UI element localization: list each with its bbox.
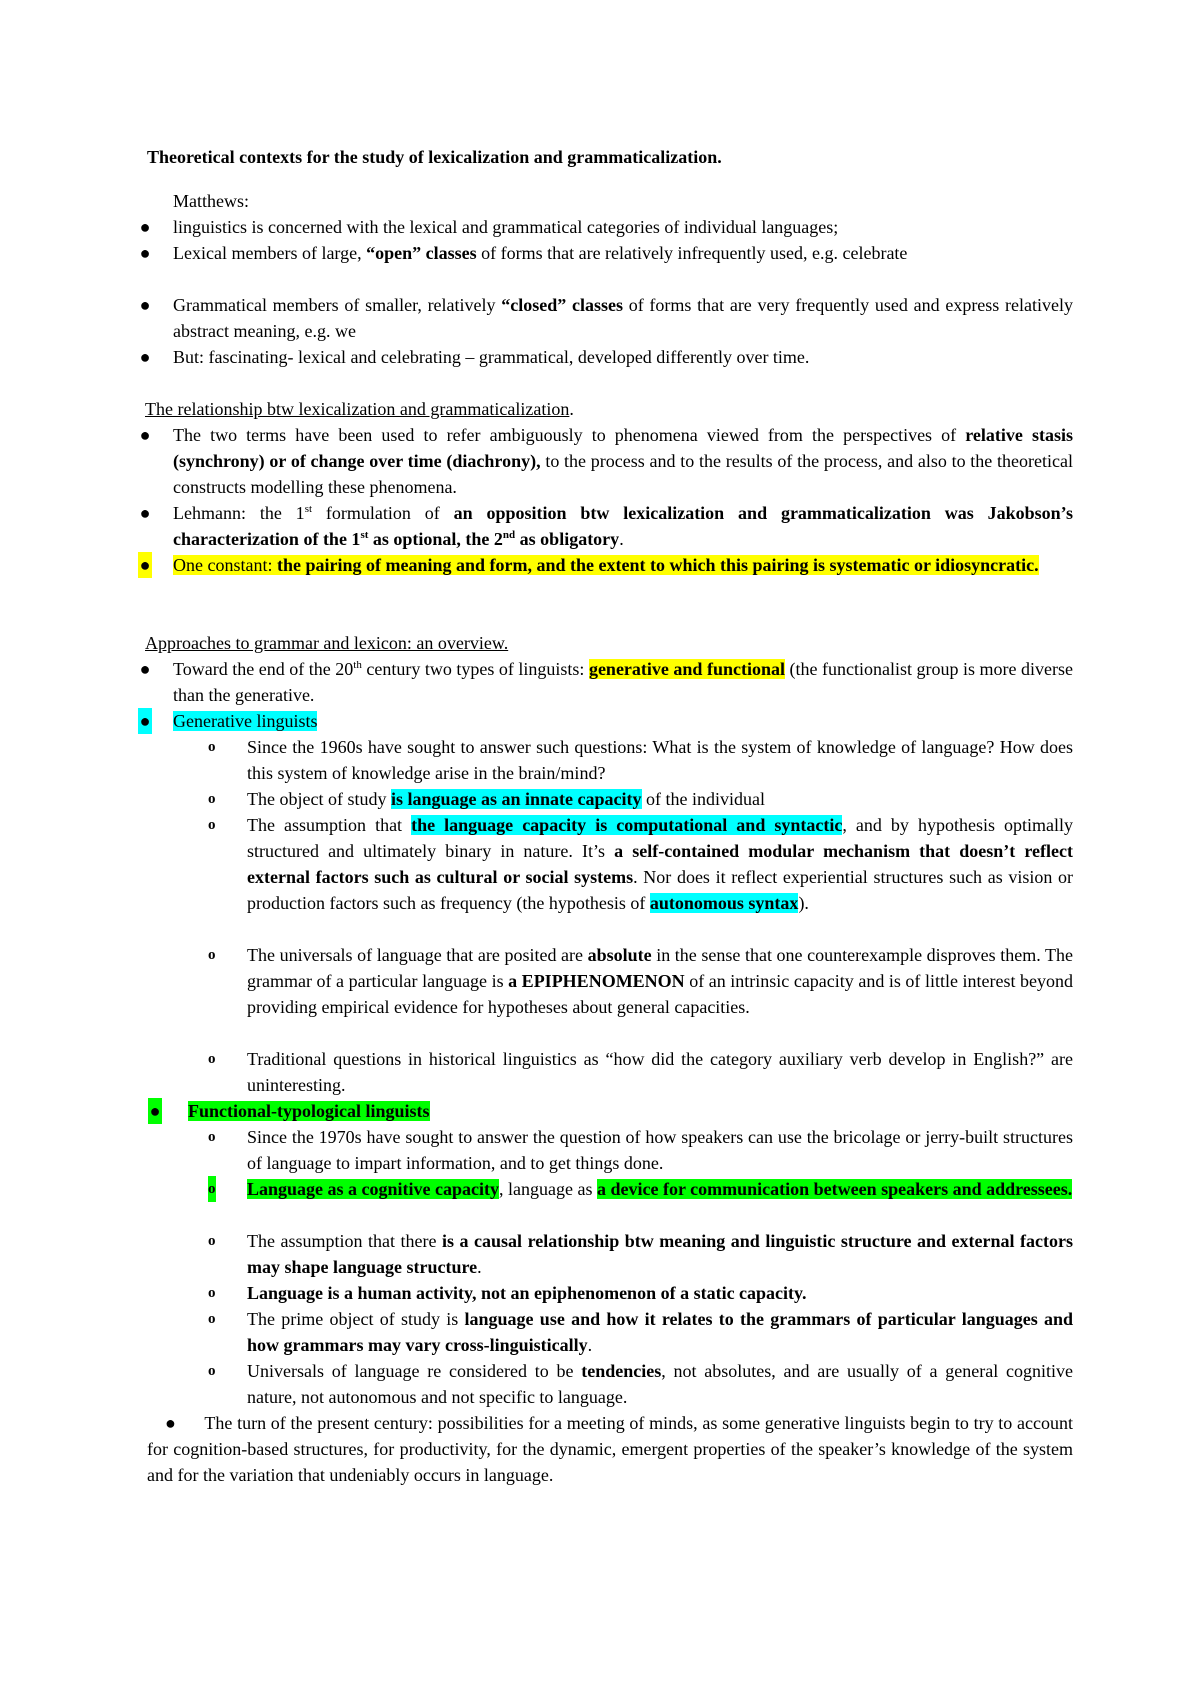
- list-item: ● Lehmann: the 1st formulation of an opposition btw lexicalization and grammaticalization was Jakobson’s characterization of the 1st as optional, the 2nd as obligatory.: [128, 500, 1073, 552]
- circle-bullet-icon: o: [208, 1233, 216, 1249]
- sub-list-item: o The object of study is language as an innate capacity of the individual: [200, 786, 1073, 812]
- list-item: ● linguistics is concerned with the lexical and grammatical categories of individual languages;: [128, 214, 1073, 240]
- bullet-icon: ●: [139, 659, 151, 679]
- bullet-icon: ●: [139, 425, 151, 445]
- sub-list-item: o Language is a human activity, not an epiphenomenon of a static capacity.: [200, 1280, 1073, 1306]
- bullet-icon: ●: [148, 1098, 162, 1124]
- sub-list-item: o Traditional questions in historical linguistics as “how did the category auxiliary verb develop in English?” are uninteresting.: [200, 1046, 1073, 1098]
- list-item: ● Toward the end of the 20th century two types of linguists: generative and functional (the functionalist group is more diverse than the generative.: [128, 656, 1073, 708]
- list-item: ● The two terms have been used to refer ambiguously to phenomena viewed from the perspectives of relative stasis (synchrony) or of change over time (diachrony), to the process and to the results of the process, and also to the theoretical constructs modelling these phenomena.: [128, 422, 1073, 500]
- section-heading: The relationship btw lexicalization and grammaticalization.: [145, 399, 574, 419]
- bullet-icon: ●: [139, 217, 151, 237]
- bullet-icon: ●: [165, 1413, 205, 1433]
- section-heading: Approaches to grammar and lexicon: an overview.: [145, 633, 509, 653]
- sub-list-item: o Since the 1960s have sought to answer such questions: What is the system of knowledge of language? How does this system of knowledge arise in the brain/mind?: [200, 734, 1073, 786]
- list-item-functional: ● Functional-typological linguists: [138, 1098, 1073, 1124]
- bullet-icon: ●: [139, 347, 151, 367]
- sub-list-item: o Universals of language re considered to be tendencies, not absolutes, and are usually of a general cognitive nature, not autonomous and not specific to language.: [200, 1358, 1073, 1410]
- circle-bullet-icon: o: [208, 817, 216, 833]
- final-paragraph: ● The turn of the present century: possibilities for a meeting of minds, as some generative linguists begin to try to account for cognition-based structures, for productivity, for the dynamic, emergent properties of the speaker’s knowledge of the system and for the variation that undeniably occurs in language.: [147, 1413, 1073, 1485]
- circle-bullet-icon: o: [208, 1129, 216, 1145]
- list-item-generative: ● Generative linguists: [128, 708, 1073, 734]
- sub-list-item: o The assumption that there is a causal relationship btw meaning and linguistic structure and external factors may shape language structure.: [200, 1228, 1073, 1280]
- bullet-icon: ●: [138, 552, 152, 578]
- sub-list-item-highlighted: o Language as a cognitive capacity, language as a device for communication between speakers and addressees.: [200, 1176, 1073, 1228]
- sub-list-item: o The assumption that the language capacity is computational and syntactic, and by hypothesis optimally structured and ultimately binary in nature. It’s a self-contained modular mechanism that doesn’t reflect external factors such as cultural or social systems. Nor does it reflect experiential structures such as vision or production factors such as frequency (the hypothesis of autonomous syntax).: [200, 812, 1073, 942]
- document-title: Theoretical contexts for the study of lexicalization and grammaticalization.: [147, 147, 722, 167]
- list-item: ● But: fascinating- lexical and celebrating – grammatical, developed differently over time.: [128, 344, 1073, 370]
- sub-list-item: o The universals of language that are posited are absolute in the sense that one counterexample disproves them. The grammar of a particular language is a EPIPHENOMENON of an intrinsic capacity and is of little interest beyond providing empirical evidence for hypotheses about general capacities.: [200, 942, 1073, 1046]
- circle-bullet-icon: o: [208, 1363, 216, 1379]
- circle-bullet-icon: o: [208, 739, 216, 755]
- bullet-icon: ●: [139, 243, 151, 263]
- bullet-icon: ●: [139, 503, 151, 523]
- circle-bullet-icon: o: [208, 1051, 216, 1067]
- bullet-icon: ●: [138, 708, 152, 734]
- circle-bullet-icon: o: [208, 947, 216, 963]
- sub-list-item: o The prime object of study is language use and how it relates to the grammars of particular languages and how grammars may vary cross-linguistically.: [200, 1306, 1073, 1358]
- sub-list-item: o Since the 1970s have sought to answer the question of how speakers can use the bricolage or jerry-built structures of language to impart information, and to get things done.: [200, 1124, 1073, 1176]
- circle-bullet-icon: o: [208, 1285, 216, 1301]
- matthews-label: Matthews:: [173, 191, 249, 211]
- circle-bullet-icon: o: [208, 1311, 216, 1327]
- list-item-highlighted: ● One constant: the pairing of meaning and form, and the extent to which this pairing is systematic or idiosyncratic.: [128, 552, 1073, 604]
- bullet-icon: ●: [139, 295, 151, 315]
- circle-bullet-icon: o: [208, 791, 216, 807]
- list-item: ● Grammatical members of smaller, relatively “closed” classes of forms that are very frequently used and express relatively abstract meaning, e.g. we: [128, 292, 1073, 344]
- list-item: ● Lexical members of large, “open” classes of forms that are relatively infrequently used, e.g. celebrate: [128, 240, 1073, 292]
- circle-bullet-icon: o: [208, 1176, 216, 1202]
